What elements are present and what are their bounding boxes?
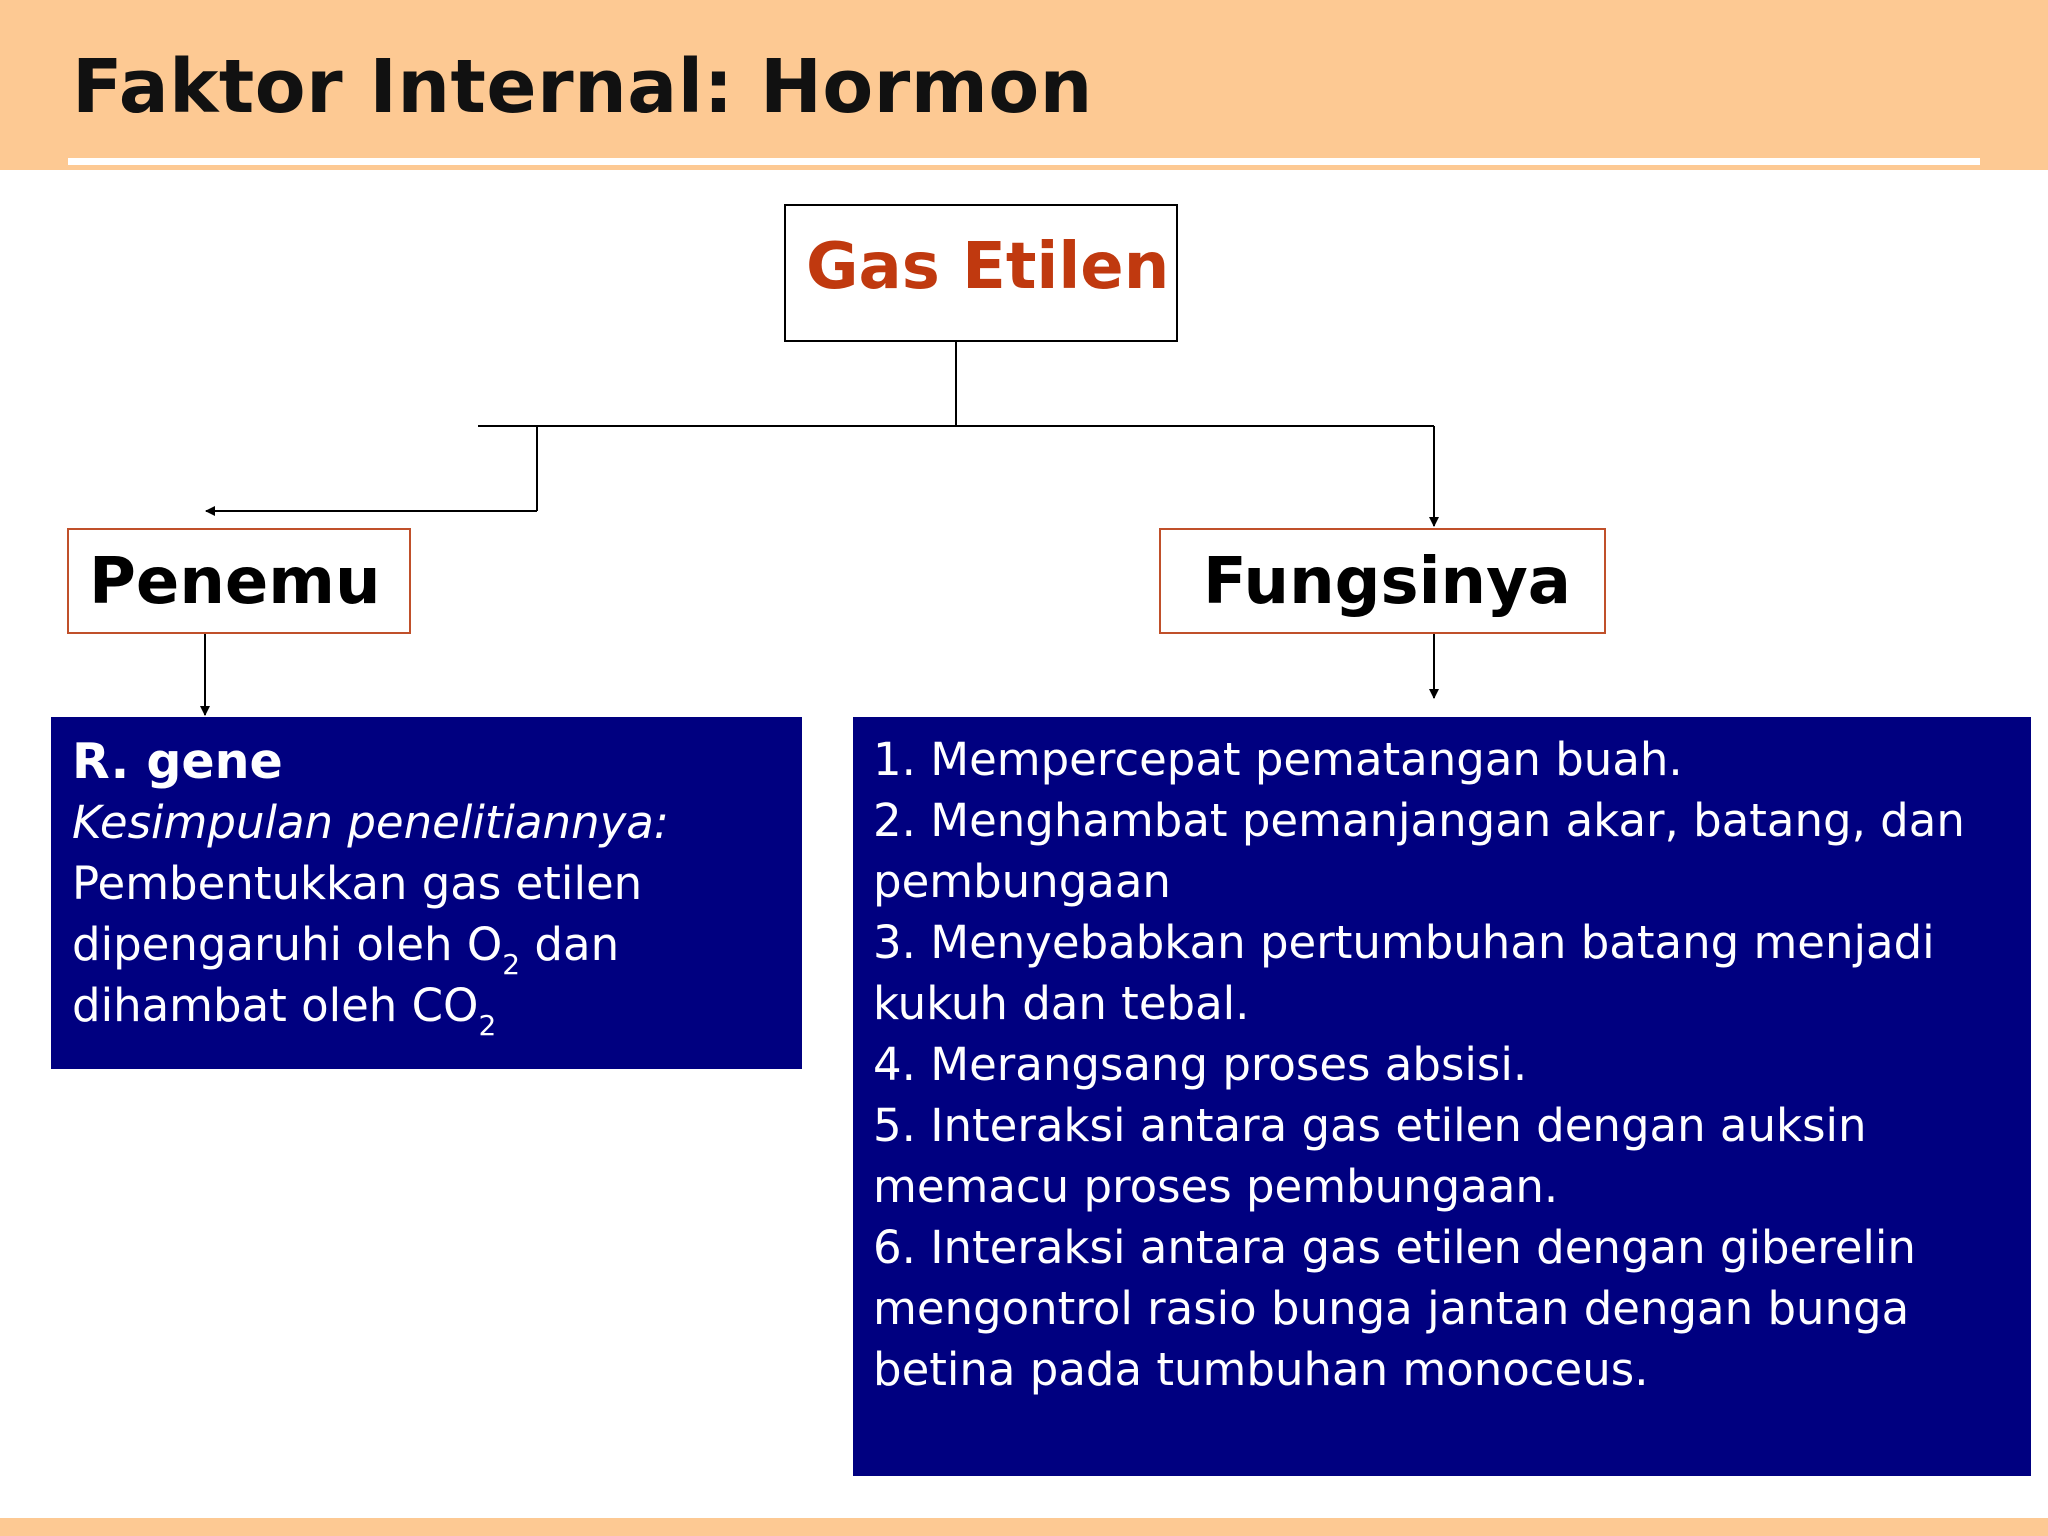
function-line: betina pada tumbuhan monoceus. (873, 1343, 1649, 1396)
penemu-node-box (67, 528, 411, 634)
footer-band (0, 1518, 2048, 1536)
function-line: 6. Interaksi antara gas etilen dengan giberelin (873, 1221, 1916, 1274)
function-line: 1. Mempercepat pematangan buah. (873, 733, 1683, 786)
function-line: kukuh dan tebal. (873, 977, 1250, 1030)
root-node-box (784, 204, 1178, 342)
slide-title: Faktor Internal: Hormon (72, 44, 1093, 130)
conclusion-line-2-text: dipengaruhi oleh O (72, 918, 503, 971)
function-line: 4. Merangsang proses absisi. (873, 1038, 1528, 1091)
root-node-label: Gas Etilen (806, 230, 1170, 304)
fungsinya-node-box (1159, 528, 1606, 634)
carbon-dioxide-subscript: 2 (478, 1009, 497, 1042)
function-line: pembungaan (873, 855, 1171, 908)
conclusion-line-2 (72, 914, 802, 981)
fungsinya-node-label: Fungsinya (1203, 545, 1571, 619)
conclusion-line-3-text: dihambat oleh CO (72, 979, 479, 1032)
function-line: mengontrol rasio bunga jantan dengan bunga (873, 1282, 1910, 1335)
discoverer-panel (51, 717, 802, 1069)
conclusion-line-1: Pembentukkan gas etilen (72, 857, 643, 910)
conclusion-line-2-suffix: dan (520, 918, 620, 971)
function-line: 3. Menyebabkan pertumbuhan batang menjadi (873, 916, 1935, 969)
discoverer-name: R. gene (72, 733, 283, 790)
functions-panel (853, 717, 2031, 1476)
function-line: 5. Interaksi antara gas etilen dengan auksin (873, 1099, 1867, 1152)
function-line: memacu proses pembungaan. (873, 1160, 1559, 1213)
function-line: 2. Menghambat pemanjangan akar, batang, dan (873, 794, 1965, 847)
conclusion-label: Kesimpulan penelitiannya: (72, 796, 669, 849)
oxygen-subscript: 2 (502, 948, 521, 981)
conclusion-line-3 (72, 975, 802, 1042)
penemu-node-label: Penemu (89, 545, 381, 619)
